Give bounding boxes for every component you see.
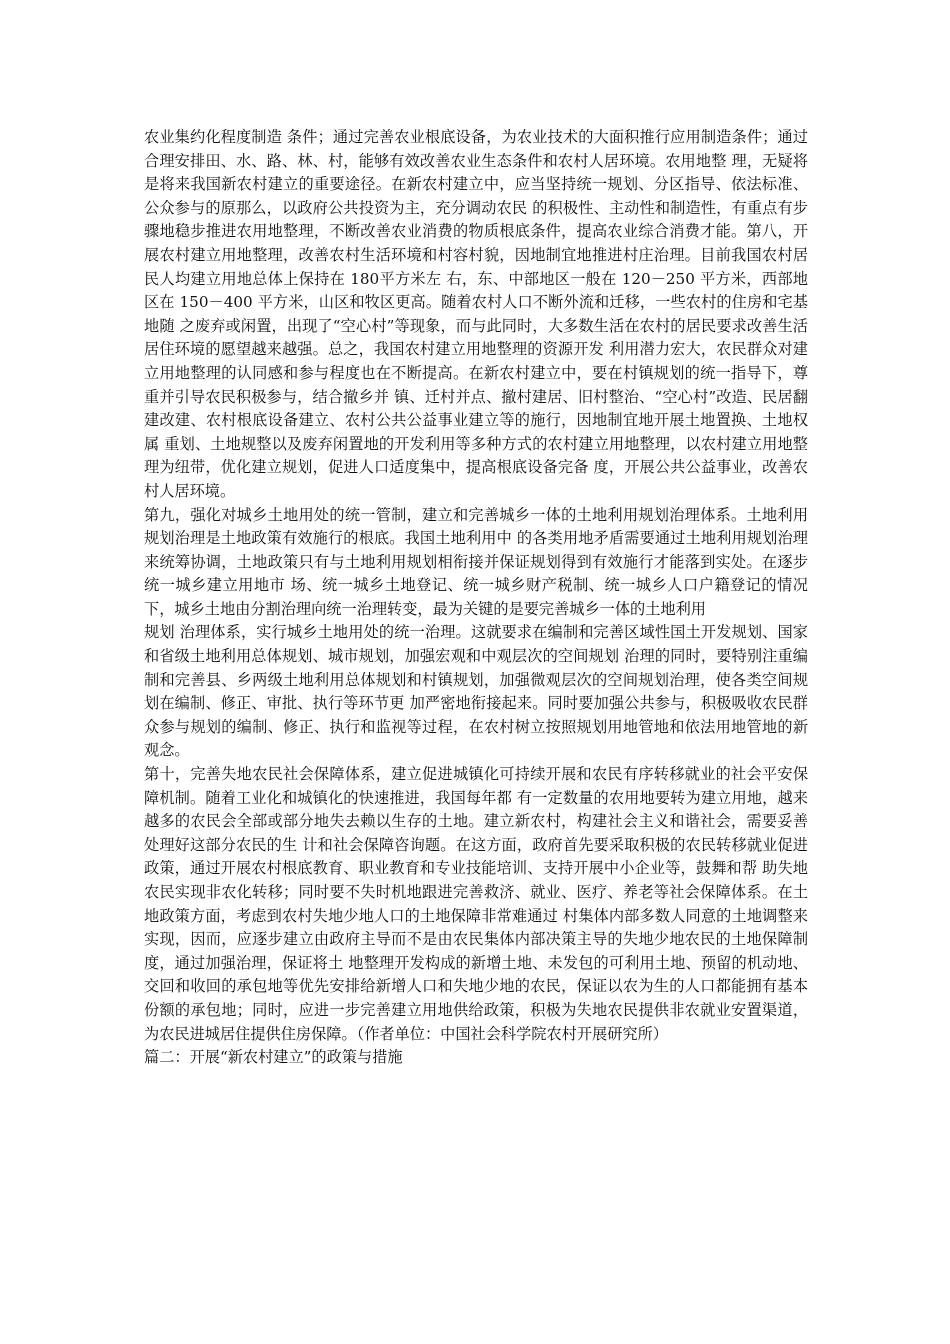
paragraph-farmland-consolidation: 农业集约化程度制造 条件；通过完善农业根底设备，为农业技术的大面积推行应用制造条件；通过合理安排田、水、路、林、村，能够有效改善农业生态条件和农村人居环境。农用地整 理，无疑将是将来我国新农村建立的重要途径。在新农村建立中，应当坚持统一规划、分区指导、依法标准、公众参与的原那么，以政府公共投资为主，充分调动农民 的积极性、主动性和制造性，有重点有步骤地稳步推进农用地整理，不断改善农业消费的物质根底条件，提高农业综合消费才能。第八，开展农村建立用地整理，改善农村生活环境和村容村貌，因地制宜地推进村庄治理。目前我国农村居民人均建立用地总体上保持在 180平方米左 右，东、中部地区一般在 120－250 平方米，西部地区在 150－400 平方米，山区和牧区更高。随着农村人口不断外流和迁移，一些农村的住房和宅基地随 之废弃或闲置，出现了“空心村”等现象，而与此同时，大多数生活在农村的居民要求改善生活居住环境的愿望越来越强。总之，我国农村建立用地整理的资源开发 利用潜力宏大，农民群众对建立用地整理的认同感和参与程度也在不断提高。在新农村建立中，要在村镇规划的统一指导下，尊重并引导农民积极参与，结合撤乡并 镇、迁村并点、撤村建居、旧村整治、“空心村”改造、民居翻建改建、农村根底设备建立、农村公共公益事业建立等的施行，因地制宜地开展土地置换、土地权属 重划、土地规整以及废弃闲置地的开发利用等多种方式的农村建立用地整理，以农村建立用地整理为纽带，优化建立规划，促进人口适度集中，提高根底设备完备 度，开展公共公益事业，改善农村人居环境。 — [144, 128, 808, 500]
paragraph-tenth-social-security: 第十，完善失地农民社会保障体系，建立促进城镇化可持续开展和农民有序转移就业的社会平安保障机制。随着工业化和城镇化的快速推进，我国每年都 有一定数量的农用地要转为建立用地，越来越多的农民会全部或部分地失去赖以生存的土地。建立新农村，构建社会主义和谐社会，需要妥善处理好这部分农民的生 计和社会保障咨询题。在这方面，政府首先要采取积极的农民转移就业促进政策，通过开展农村根底教育、职业教育和专业技能培训、支持开展中小企业等，鼓舞和帮 助失地农民实现非农化转移；同时要不失时机地跟进完善救济、就业、医疗、养老等社会保障体系。在土地政策方面，考虑到农村失地少地人口的土地保障非常难通过 村集体内部多数人同意的土地调整来实现，因而，应逐步建立由政府主导而不是由农民集体内部决策主导的失地少地农民的土地保障制度，通过加强治理，保证将土 地整理开发构成的新增土地、未发包的可利用土地、预留的机动地、交回和收回的承包地等优先安排给新增人口和失地少地的农民，保证以农为生的人口都能拥有基本份额的承包地；同时，应进一步完善建立用地供给政策，积极为失地农民提供非农就业安置渠道，为农民进城居住提供住房保障。（作者单位：中国社会科学院农村开展研究所） — [144, 765, 808, 1043]
section-heading: 篇二：开展“新农村建立”的政策与措施 — [144, 1048, 403, 1067]
paragraph-planning-governance: 规划 治理体系，实行城乡土地用处的统一治理。这就要求在编制和完善区域性国土开发规划、国家和省级土地利用总体规划、城市规划，加强宏观和中观层次的空间规划 治理的同时，要特别注重编制和完善县、乡两级土地利用总体规划和村镇规划，加强微观层次的空间规划治理，使各类空间规划在编制、修正、审批、执行等环节更 加严密地衔接起来。同时要加强公共参与，积极吸收农民群众参与规划的编制、修正、执行和监视等过程，在农村树立按照规划用地管地和依法用地管地的新观念。 — [144, 623, 808, 760]
document-body — [144, 126, 808, 1070]
paragraph-ninth-land-use-planning: 第九，强化对城乡土地用处的统一管制，建立和完善城乡一体的土地利用规划治理体系。土地利用规划治理是土地政策有效施行的根底。我国土地利用中 的各类用地矛盾需要通过土地利用规划治理来统筹协调，土地政策只有与土地利用规划相衔接并保证规划得到有效施行才能落到实处。在逐步统一城乡建立用地市 场、统一城乡土地登记、统一城乡财产税制、统一城乡人口户籍登记的情况下，城乡土地由分割治理向统一治理转变，最为关键的是要完善城乡一体的土地利用 — [144, 505, 808, 618]
